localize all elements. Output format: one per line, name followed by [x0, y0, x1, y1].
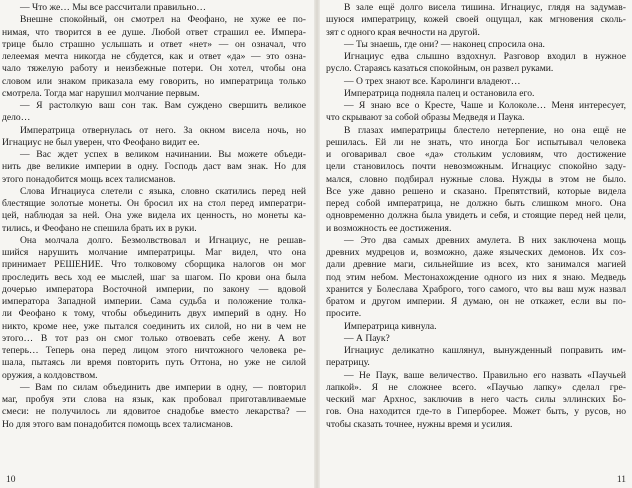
text-line: дело…: [2, 112, 31, 124]
text-line: нимая, что творится в ее душе. Любой ответ страшил ее. Импера-: [2, 26, 306, 38]
text-line: под этим небом. Местонахождение одного из них я знаю. Медведь: [326, 271, 626, 283]
text-line: Внешне спокойный, он смотрел на Феофано, не хуже ее по-: [20, 14, 306, 26]
text-line: смеси: не получилось ли ядовитое снадобье вместо лекарства? —: [2, 406, 306, 418]
text-line: — Ты знаешь, где они? — наконец спросила она.: [344, 38, 545, 50]
text-line: просите.: [326, 308, 362, 320]
text-line: мался, словно подбирал нужные слова. Нужды в этом не было.: [326, 173, 626, 185]
text-line: чтобы сказать точнее, нужны время и усилия.: [326, 418, 513, 430]
text-line: проследить весь ход ее мыслей, шаг за шагом. По крови она была: [2, 271, 306, 283]
text-line: Игнациус едва слышно вздохнул. Разговор входил в нужное: [344, 51, 626, 62]
book-gutter: [314, 0, 320, 488]
text-line: блестящие золотые монеты. Он бросил их на стол перед императри-: [2, 198, 306, 209]
text-line: — Это два самых древних амулета. В них заключена мощь: [344, 234, 626, 246]
text-line: ператрицу.: [326, 357, 370, 369]
text-line: этого… В тот раз он смог только отвоевать себе жену. А вот: [2, 332, 306, 344]
text-line: и оговаривал свое «да» стольким условиям, что достижение: [326, 149, 626, 160]
text-line: нить две великие империи в одну. Господь даст вам знак. Но для: [2, 161, 306, 173]
text-line: чало тяжелую работу и неизбежные потери. Он хотел, чтобы она: [2, 63, 306, 75]
text-line: оружия, а колдовством.: [2, 369, 98, 381]
text-line: братом и другом империи. Я думаю, он не откажет, если вы по-: [326, 296, 626, 307]
text-line: — Я знаю все о Кресте, Чаше и Колоколе… Меня интересует,: [344, 100, 626, 111]
text-line: — Я растолкую ваш сон так. Вам суждено свершить великое: [20, 100, 306, 111]
text-line: дали древние маги, сильнейшие из всех, кто занимался магией: [326, 259, 626, 271]
text-line: — Вам по силам объединить две империи в одну, — повторил: [20, 381, 306, 393]
text-line: одновременно должна была увидеть и себя, и стоящие перед ней цели,: [326, 210, 626, 222]
text-line: что скрывают за собой образы Медведя и Паука.: [326, 112, 525, 124]
text-line: дочерью императора Восточной империи, по закону — вдовой: [2, 283, 306, 295]
text-line: цели становилось почти невозможным. Игнациус спокойно заду-: [326, 161, 626, 173]
text-line: Слова Игнациуса слетели с языка, словно скатились перед ней: [20, 185, 306, 197]
text-line: — Вас ждет успех в великом начинании. Вы можете объеди-: [20, 149, 306, 160]
left-page-number: 10: [6, 475, 16, 485]
text-line: Игнациус не был уверен, что Феофано видит ее.: [2, 136, 200, 148]
text-line: Игнациус деликатно кашлянул, вынужденный поправить им-: [344, 345, 626, 356]
text-line: Императрица кивнула.: [344, 320, 437, 332]
text-line: шуюся императрицу, кожей своей ощущал, как мгновения сколь-: [326, 14, 626, 26]
text-line: этого понадобится мощь всех талисманов.: [2, 173, 176, 185]
text-line: решилась. Ей ли не знать, что иногда Бог испытывал человека: [326, 136, 626, 148]
text-line: теперь… Теперь она перед лицом этого ничтожного человека ре-: [2, 345, 306, 356]
text-line: Но для этого вам понадобится помощь всех талисманов.: [2, 418, 233, 430]
text-line: ческий маг Архнос, заключив в него часть силы эллинских Бо-: [326, 394, 626, 405]
text-line: — Не Паук, ваше величество. Правильно его назвать «Паучьей: [344, 369, 626, 381]
text-line: — Что же… Мы все рассчитали правильно…: [20, 2, 206, 13]
text-line: Императрица подняла палец и остановила его.: [344, 87, 535, 99]
text-line: древних мудрецов и, возможно, даже языческих демонов. Их соз-: [326, 247, 626, 258]
right-page: [326, 2, 626, 474]
text-line: шала, пытаясь ли время повторить путь Оттона, но уже не силой: [2, 357, 306, 369]
text-line: смотрела. Тогда маг нарушил молчание первым.: [2, 87, 200, 99]
text-line: ли Феофано к тому, чтобы объединить двух империй в одну. Но: [2, 308, 306, 320]
text-line: Она молчала долго. Безмолвствовал и Игнациус, не решав-: [20, 234, 306, 246]
left-page: [2, 2, 306, 474]
text-line: и возможность ее достижения.: [326, 222, 452, 234]
text-line: никто, кроме нее, уже пытался соединить их силой, но ни в чем не: [2, 320, 306, 332]
text-line: перед собой императрица, не должно быть слишком много. Она: [326, 198, 626, 209]
text-line: Императрица отвернулась от него. За окном висела ночь, но: [20, 124, 306, 136]
text-line: цей, наблюдая за ней. Она уже видела их ценность, но монеты ка-: [2, 210, 306, 222]
text-line: лапкой». Я не сложнее всего. «Паучью лапку» сделал гре-: [326, 381, 626, 393]
text-line: принимает РЕШЕНИЕ. Что толковому сборщика налогов он мог: [2, 259, 306, 271]
right-page-number: 11: [616, 475, 626, 485]
text-line: хранится у Болеслава Храброго, того самого, что вы ваш муж назвал: [326, 283, 626, 295]
text-line: гов. Она находится где-то в Гиперборее. Может быть, у русов, но: [326, 406, 626, 418]
text-line: — А Паук?: [344, 332, 390, 344]
text-line: Все уже давно решено и сказано. Препятствий, которые видела: [326, 185, 626, 197]
text-line: императора Западной империи. Сама судьба и положение толка-: [2, 296, 306, 307]
text-line: В глазах императрицы блестело нетерпение, но она ещё не: [344, 124, 626, 136]
text-line: зят с одного края вечности на другой.: [326, 26, 480, 38]
text-line: В зале ещё долго висела тишина. Игнациус, глядя на задумав-: [344, 2, 626, 13]
text-line: тились, и Феофано не спешила брать их в руки.: [2, 222, 197, 234]
text-line: — О трех знают все. Каролинги владеют…: [344, 75, 521, 87]
text-line: русло. Стараясь казаться спокойным, он развел руками.: [326, 63, 554, 75]
text-line: маг, пробуя эти слова на язык, как пробовал приготавливаемые: [2, 394, 306, 405]
text-line: лелеемая мечта никогда не сбудется, как и ответ «да» — это озна-: [2, 51, 306, 62]
text-line: шийся нарушить молчание императрицы. Маг видел, что она: [2, 247, 306, 258]
text-line: словом или знаком приказала ему говорить, но императрица только: [2, 75, 306, 87]
text-line: трице было страшно услышать и ответ «нет» — он означал, что: [2, 38, 306, 50]
